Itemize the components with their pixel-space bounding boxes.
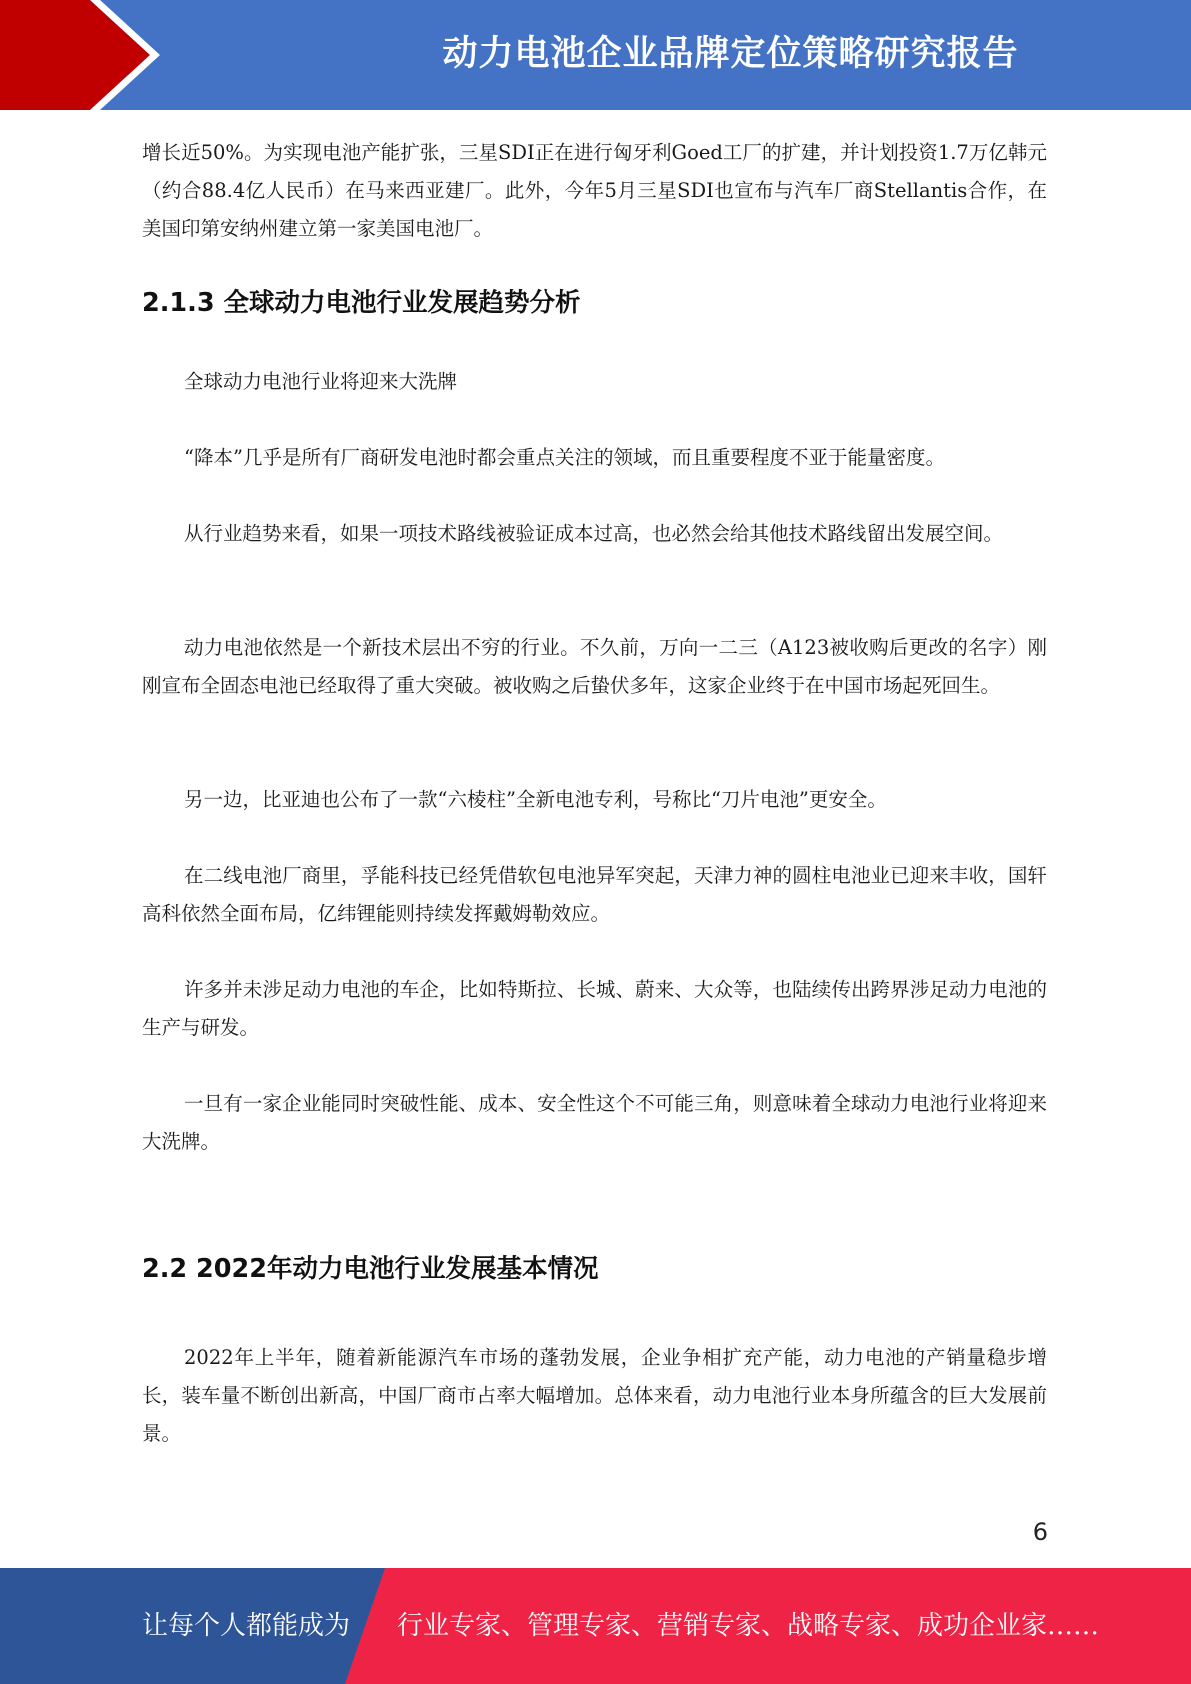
- paragraph: 在二线电池厂商里，孚能科技已经凭借软包电池异军突起，天津力神的圆柱电池业已迎来丰收，国轩高科依然全面布局，亿纬锂能则持续发挥戴姆勒效应。: [142, 864, 1047, 925]
- paragraph: 一旦有一家企业能同时突破性能、成本、安全性这个不可能三角，则意味着全球动力电池行业将迎来大洗牌。: [142, 1092, 1047, 1153]
- paragraph: 动力电池依然是一个新技术层出不穷的行业。不久前，万向一二三（A123被收购后更改的名字）刚刚宣布全固态电池已经取得了重大突破。被收购之后蛰伏多年，这家企业终于在中国市场起死回生。: [142, 636, 1047, 697]
- paragraph: 全球动力电池行业将迎来大洗牌: [184, 370, 458, 393]
- page-header: [0, 0, 1191, 110]
- paragraph: 许多并未涉足动力电池的车企，比如特斯拉、长城、蔚来、大众等，也陆续传出跨界涉足动力电池的生产与研发。: [142, 978, 1047, 1039]
- page-number: 6: [1032, 1518, 1048, 1546]
- footer-slogan-left: 让每个人都能成为: [142, 1611, 351, 1641]
- paragraph: 增长近50%。为实现电池产能扩张，三星SDI正在进行匈牙利Goed工厂的扩建，并计划投资1.7万亿韩元（约合88.4亿人民币）在马来西亚建厂。此外，今年5月三星SDI也宣布与汽车厂商Stellantis合作，在美国印第安纳州建立第一家美国电池厂。: [142, 141, 1047, 240]
- paragraph: 2022年上半年，随着新能源汽车市场的蓬勃发展，企业争相扩充产能，动力电池的产销量稳步增长，装车量不断创出新高，中国厂商市占率大幅增加。总体来看，动力电池行业本身所蕴含的巨大发展前景。: [142, 1346, 1047, 1445]
- report-title: 动力电池企业品牌定位策略研究报告: [442, 34, 1019, 74]
- footer-slogan-right: 行业专家、管理专家、营销专家、战略专家、成功企业家……: [397, 1611, 1100, 1641]
- paragraph: 另一边，比亚迪也公布了一款“六棱柱”全新电池专利，号称比“刀片电池”更安全。: [184, 788, 887, 811]
- page-footer: [0, 1568, 1191, 1684]
- section-heading-2-1-3: 2.1.3 全球动力电池行业发展趋势分析: [142, 288, 581, 318]
- paragraph: “降本”几乎是所有厂商研发电池时都会重点关注的领域，而且重要程度不亚于能量密度。: [184, 446, 945, 469]
- paragraph: 从行业趋势来看，如果一项技术路线被验证成本过高，也必然会给其他技术路线留出发展空间。: [184, 522, 1004, 545]
- section-heading-2-2: 2.2 2022年动力电池行业发展基本情况: [142, 1254, 599, 1284]
